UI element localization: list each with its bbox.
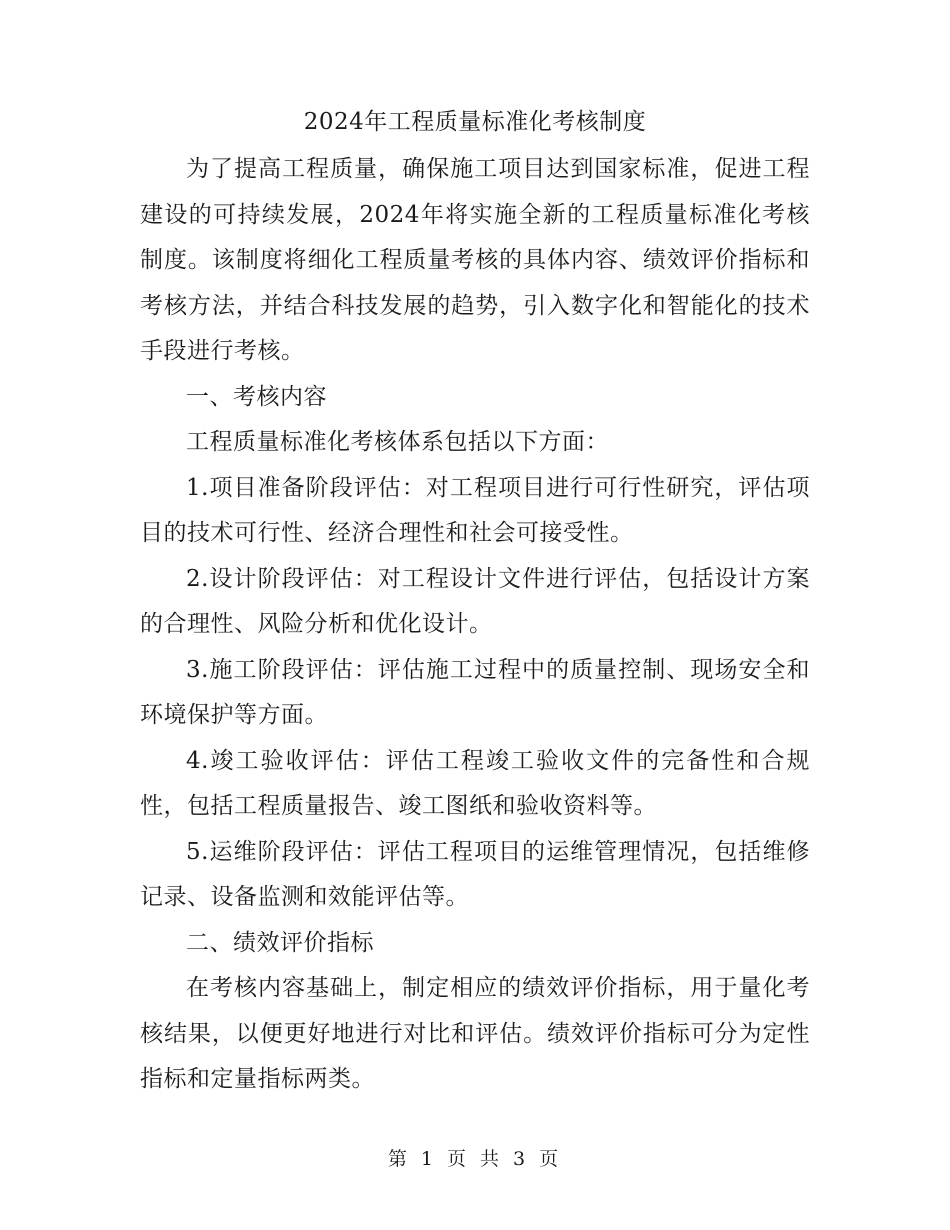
list-item-completion-acceptance: 4.竣工验收评估：评估工程竣工验收文件的完备性和合规性，包括工程质量报告、竣工图纸和验收资料等。 bbox=[140, 747, 810, 819]
paragraph-indicators: 在考核内容基础上，制定相应的绩效评价指标，用于量化考核结果，以便更好地进行对比和评估。绩效评价指标可分为定性指标和定量指标两类。 bbox=[140, 975, 810, 1092]
list-item-project-preparation: 1.项目准备阶段评估：对工程项目进行可行性研究，评估项目的技术可行性、经济合理性和社会可接受性。 bbox=[140, 474, 810, 546]
list-item-design-stage: 2.设计阶段评估：对工程设计文件进行评估，包括设计方案的合理性、风险分析和优化设计。 bbox=[140, 565, 810, 637]
paragraph-system-overview: 工程质量标准化考核体系包括以下方面： bbox=[186, 429, 609, 455]
document-body bbox=[140, 147, 810, 1103]
list-item-construction-stage: 3.施工阶段评估：评估施工过程中的质量控制、现场安全和环境保护等方面。 bbox=[140, 656, 810, 728]
section-heading-assessment-content: 一、考核内容 bbox=[186, 383, 327, 410]
section-heading-performance-indicators: 二、绩效评价指标 bbox=[186, 929, 374, 956]
page-footer: 第 1 页 共 3 页 bbox=[387, 1148, 563, 1170]
list-item-operation-maintenance: 5.运维阶段评估：评估工程项目的运维管理情况，包括维修记录、设备监测和效能评估等。 bbox=[140, 838, 810, 910]
document-title: 2024年工程质量标准化考核制度 bbox=[303, 109, 647, 135]
paragraph-intro: 为了提高工程质量，确保施工项目达到国家标准，促进工程建设的可持续发展，2024年将实施全新的工程质量标准化考核制度。该制度将细化工程质量考核的具体内容、绩效评价指标和考核方法，并结合科技发展的趋势，引入数字化和智能化的技术手段进行考核。 bbox=[140, 156, 810, 364]
